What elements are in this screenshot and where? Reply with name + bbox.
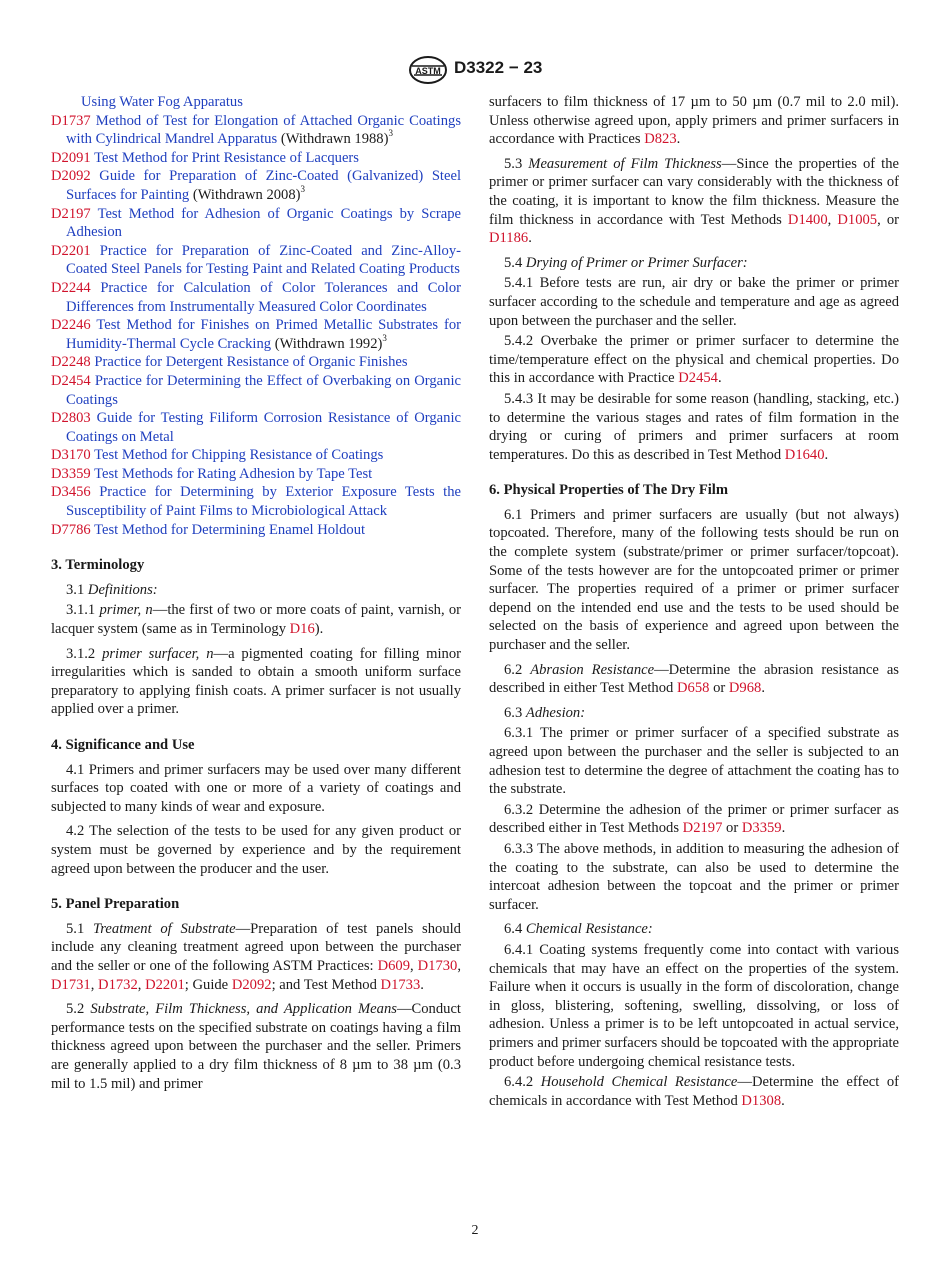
para-number: 3.1.2	[66, 645, 96, 662]
ref-link[interactable]: D1640	[784, 446, 825, 463]
para-3-1	[51, 581, 461, 600]
astm-logo	[408, 56, 448, 84]
ref-link[interactable]: D1186	[489, 230, 529, 247]
term: primer surfacer, n	[102, 645, 214, 662]
ref-item	[51, 372, 461, 409]
ref-title[interactable]: Guide for Testing Filiform Corrosion Resistance of Organic Coatings on Metal	[66, 410, 461, 445]
designation: D3322 − 23	[454, 58, 543, 77]
ref-code[interactable]: D2248	[51, 354, 91, 371]
ref-link[interactable]: D2092	[231, 976, 272, 993]
para-6-3	[489, 704, 899, 723]
ref-title[interactable]: Practice for Preparation of Zinc-Coated and Zinc-Alloy-Coated Steel Panels for Testing Paint and Related Coating Products	[66, 242, 461, 278]
ref-title[interactable]: Method of Test for Elongation of Attached Organic Coatings with Cylindrical Mandrel Apparatus	[66, 112, 462, 148]
ref-continued	[51, 93, 461, 112]
ref-title[interactable]: Guide for Preparation of Zinc-Coated (Galvanized) Steel Surfaces for Painting	[66, 168, 461, 203]
ref-item	[51, 242, 461, 279]
ref-item	[51, 521, 461, 540]
ref-title[interactable]: Using Water Fog Apparatus	[81, 94, 243, 110]
ref-code[interactable]: D2092	[51, 168, 91, 185]
para-label: Measurement of Film Thickness	[528, 155, 722, 172]
para-text: or	[722, 820, 742, 837]
para-number: 6.4.2	[504, 1074, 534, 1091]
para-6-4-1: 6.4.1 Coating systems frequently come into contact with various chemicals that may have an effect on the properties of the system. Failure when it occurs is usually in the form of discoloration, change in gloss, blistering, softening, swelling, dissolving, or loss of adhesion. Unless a primer is to be left untopcoated in actual service, primers and primer surfacers should be topcoated with the appropriate product before undergoing chemical resistance tests.	[489, 941, 899, 1070]
ref-link[interactable]: D16	[289, 621, 315, 638]
para-3-1-1	[51, 601, 461, 638]
para-label: Drying of Primer or Primer Surfacer:	[525, 254, 748, 271]
right-column	[489, 93, 899, 1116]
footnote-mark: 3	[382, 332, 387, 343]
para-end: .	[717, 370, 722, 387]
para-4-1: 4.1 Primers and primer surfacers may be used over many different surfaces top coated with one or more of a variety of coatings and subjected to many kinds of wear and exposure.	[51, 761, 461, 815]
page-number: 2	[471, 1223, 479, 1238]
para-5-1: 5.1 Treatment of Substrate—Preparation of test panels should include any cleaning treatment agreed upon between the purchaser and the seller or one of the following ASTM Practices: D609, D1730, D1731, D1732, D2201; Guide D2092; and Test Method D1733.	[51, 920, 462, 993]
para-label: Chemical Resistance:	[525, 921, 653, 938]
para-label: Household Chemical Resistance	[540, 1074, 738, 1091]
para-6-2	[489, 661, 899, 698]
para-number: 5.3	[504, 155, 523, 172]
ref-title[interactable]: Test Method for Print Resistance of Lacquers	[94, 149, 359, 166]
para-4-2: 4.2 The selection of the tests to be used for any given product or system must be governed by experience and by the requirement agreed upon between the producer and the user.	[51, 823, 461, 877]
footnote-mark: 3	[300, 184, 305, 195]
ref-item	[51, 465, 461, 484]
para-5-4-3	[489, 390, 899, 464]
ref-note: (Withdrawn 1988)	[280, 131, 389, 148]
para-number: 5.2	[66, 1001, 85, 1018]
ref-link[interactable]: D1400	[787, 211, 828, 228]
para-text: 5.4.3 It may be desirable for some reason (handling, stacking, etc.) to determine the various stages and rates of film formation in the drying or curing of primers and primer surfacers at room temperatures. Do this as described in Test Method	[489, 390, 899, 463]
ref-code[interactable]: D2244	[51, 279, 91, 296]
section-heading-physical-properties: 6. Physical Properties of The Dry Film	[489, 482, 729, 499]
ref-title[interactable]: Test Method for Adhesion of Organic Coatings by Scrape Adhesion	[66, 205, 461, 241]
section-heading-terminology: 3. Terminology	[51, 557, 145, 574]
para-5-4-1: 5.4.1 Before tests are run, air dry or bake the primer or primer surfacer according to the schedule and temperature and age as agreed upon between the purchaser and the seller.	[489, 275, 899, 329]
ref-title[interactable]: Practice for Detergent Resistance of Organic Finishes	[94, 354, 408, 371]
para-end: .	[824, 446, 829, 463]
ref-link[interactable]: D2197	[682, 820, 723, 837]
para-number: 5.1	[66, 920, 85, 937]
ref-code[interactable]: D2197	[51, 205, 91, 222]
ref-code[interactable]: D2246	[51, 317, 91, 334]
left-column	[51, 93, 461, 1099]
ref-item	[51, 483, 461, 520]
page-header	[0, 56, 950, 86]
ref-code[interactable]: D3359	[51, 465, 91, 482]
ref-link[interactable]: D1308	[741, 1092, 782, 1109]
para-end: .	[676, 131, 681, 148]
ref-link[interactable]: D609	[377, 957, 410, 974]
ref-link[interactable]: D2201	[145, 976, 185, 993]
para-5-4-2	[489, 332, 899, 388]
ref-link[interactable]: D968	[728, 680, 762, 697]
para-5-2-continued	[489, 93, 899, 149]
ref-item	[51, 149, 461, 168]
ref-item	[51, 205, 461, 242]
ref-title[interactable]: Practice for Determining by Exterior Exposure Tests the Susceptibility of Paint Films to Microbiological Attack	[66, 484, 461, 520]
ref-link[interactable]: D1732	[98, 976, 138, 993]
para-text: or	[709, 680, 729, 697]
para-number: 5.4	[504, 254, 523, 271]
para-text: surfacers to film thickness of 17 µm to 50 µm (0.7 mil to 2.0 mil). Unless otherwise agreed upon, apply primers and primer surfacers in accordance with Practices	[489, 94, 899, 148]
para-6-3-2	[489, 801, 899, 838]
para-text: 5.4.2 Overbake the primer or primer surfacer to determine the time/temperature effect on the physical and chemical properties. Do this in accordance with Practice	[489, 333, 899, 387]
section-heading-significance: 4. Significance and Use	[51, 737, 195, 753]
para-number: 6.4	[504, 921, 523, 938]
ref-title[interactable]: Practice for Calculation of Color Tolerances and Color Differences from Instrumentally Measured Color Coordinates	[66, 279, 461, 315]
ref-link[interactable]: D1731	[51, 976, 91, 993]
ref-code[interactable]: D2201	[51, 242, 91, 259]
para-label: Substrate, Film Thickness, and Application Means	[90, 1001, 397, 1018]
ref-item	[51, 446, 461, 465]
ref-title[interactable]: Test Methods for Rating Adhesion by Tape Test	[94, 465, 373, 482]
para-text: —a pigmented coating for filling minor irregularities which is sanded to obtain a smooth uniform surface preparatory to applying finish coats. A primer surfacer is not usually applied over a primer.	[51, 645, 462, 718]
ref-item	[51, 112, 461, 149]
para-label: Abrasion Resistance	[530, 661, 655, 678]
ref-code[interactable]: D2803	[51, 410, 91, 427]
para-text: —Determine the effect of chemicals in accordance with Test Method	[489, 1074, 900, 1109]
para-number: 3.1	[66, 581, 85, 598]
ref-link[interactable]: D2454	[678, 370, 718, 387]
para-label: Adhesion:	[525, 704, 586, 721]
para-text: ; and Test Method	[271, 976, 381, 993]
para-end: .	[761, 680, 765, 697]
para-3-1-2	[51, 645, 461, 719]
ref-note: (Withdrawn 1992)	[274, 335, 383, 352]
ref-code[interactable]: D7786	[51, 521, 91, 538]
para-text: —Conduct performance tests on the specified substrate on coatings having a film thickness agreed upon between the purchaser and the seller. Primers are generally applied to a dry film thickness of 8 µm to 38 µm (0.3 mil to 1.5 mil) and primer	[51, 1001, 461, 1092]
para-6-4	[489, 920, 899, 939]
ref-code[interactable]: D2454	[51, 372, 91, 389]
term: primer, n	[99, 602, 153, 619]
ref-link[interactable]: D1730	[417, 957, 458, 974]
para-label: Definitions:	[87, 581, 158, 598]
para-number: 3.1.1	[66, 602, 96, 619]
ref-link[interactable]: D3359	[741, 820, 782, 837]
ref-code[interactable]: D3170	[51, 447, 91, 464]
ref-code[interactable]: D2091	[51, 149, 91, 166]
para-5-4	[489, 254, 899, 273]
para-6-4-2	[489, 1073, 899, 1110]
para-end: .	[781, 1092, 785, 1109]
ref-note: (Withdrawn 2008)	[192, 186, 301, 203]
ref-item	[51, 279, 461, 316]
para-end: .	[528, 230, 532, 247]
para-text: —Since the properties of the primer or primer surfacer can vary considerably with the thickness of the coating, it is important to know the film thickness. Measure the film thickness in accordance with Test Methods	[489, 155, 899, 228]
para-text: —Preparation of test panels should include any cleaning treatment agreed upon between the purchaser and the seller or one of the following ASTM Practices:	[51, 920, 461, 974]
para-text: ; Guide	[184, 976, 232, 993]
ref-title[interactable]: Test Method for Determining Enamel Holdout	[94, 521, 366, 538]
ref-code[interactable]: D3456	[51, 484, 91, 501]
ref-item	[51, 353, 461, 372]
para-text: —the first of two or more coats of paint, varnish, or lacquer system (same as in Terminology	[51, 602, 462, 638]
para-5-2	[51, 1000, 461, 1093]
ref-item	[51, 316, 461, 353]
para-end: ).	[314, 621, 324, 638]
footnote-mark: 3	[388, 128, 393, 139]
svg-text:ASTM: ASTM	[415, 66, 441, 76]
ref-item	[51, 167, 461, 204]
ref-title[interactable]: Practice for Determining the Effect of Overbaking on Organic Coatings	[66, 372, 461, 408]
ref-item	[51, 409, 461, 446]
para-end: .	[420, 976, 424, 993]
ref-link[interactable]: D1733	[380, 976, 421, 993]
para-6-3-3: 6.3.3 The above methods, in addition to measuring the adhesion of the coating to the substrate, can also be used to determine the intercoat adhesion between the topcoat and the primer or primer surfacer.	[489, 840, 899, 913]
para-end: .	[781, 820, 786, 837]
para-number: 6.2	[504, 661, 523, 678]
section-heading-panel-preparation: 5. Panel Preparation	[51, 896, 180, 913]
ref-code[interactable]: D1737	[51, 112, 91, 129]
ref-title[interactable]: Test Method for Chipping Resistance of Coatings	[94, 447, 384, 464]
para-label: Treatment of Substrate	[92, 920, 236, 937]
para-number: 6.3	[504, 704, 523, 721]
para-text: 6.3.2 Determine the adhesion of the primer or primer surfacer as described either in Test Methods	[489, 801, 899, 837]
ref-title[interactable]: Test Method for Finishes on Primed Metallic Substrates for Humidity-Thermal Cycle Cracking	[66, 317, 461, 352]
ref-link[interactable]: D823	[644, 131, 677, 148]
referenced-documents	[51, 93, 461, 539]
ref-link[interactable]: D1005	[837, 211, 878, 228]
para-6-1: 6.1 Primers and primer surfacers are usually (but not always) topcoated. Therefore, many of the following tests should be run on the complete system (substrate/primer or primer surfacer/topcoat). Some of the tests however are for the untopcoated primer or primer surfacer. The properties required of a primer or primer surfacer depend on the intended end use and the tests to be used should be selected on the basis of experience and agreed upon between the purchaser and the seller.	[489, 506, 899, 654]
ref-link[interactable]: D658	[676, 680, 710, 697]
para-text: —Determine the abrasion resistance as described in either Test Method	[489, 661, 899, 697]
para-5-3: 5.3 Measurement of Film Thickness—Since the properties of the primer or primer surfacer can vary considerably with the thickness of the coating, it is important to know the film thickness. Measure the film thickness in accordance with Test Methods D1400, D1005, or D1186.	[489, 155, 899, 247]
para-6-3-1: 6.3.1 The primer or primer surfacer of a specified substrate as agreed upon between the purchaser and the seller is subjected to an adhesion test to determine the degree of attachment the coating has to the substrate.	[489, 725, 899, 798]
